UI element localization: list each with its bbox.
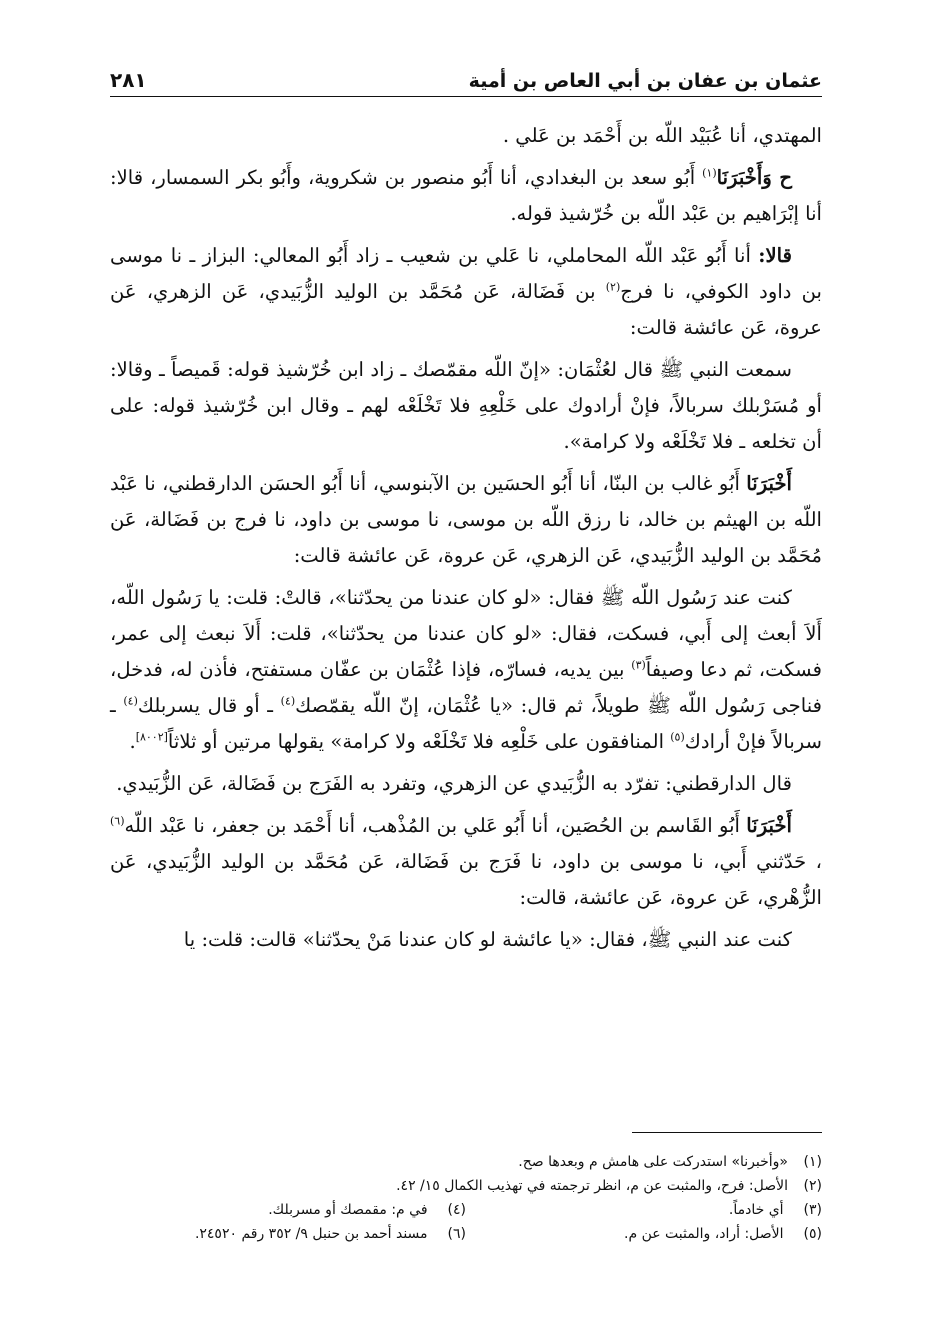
footnote-cell (466, 1222, 822, 1246)
footnote-text: في م: مقمصك أو مسربلك. (268, 1202, 428, 1218)
footnote-ref: (١) (702, 166, 717, 180)
hadith-text: كنت عند رَسُول اللّه ﷺ فقال: «لو كان عندنا من يحدّثنا»، قالتْ: قلت: يا رَسُول اللّه، أَلاَ أبعث إلى أَبي، فسكت، فقال: «لو كان عندنا من يحدّثنا»، قلت: أَلاَ نبعث إلى عمر، فسكت، ثم دعا وصيفاً (110, 586, 822, 681)
paragraph-text: أَبُو القَاسم بن الحُصَين، أنا أَبُو عَلي بن المُذْهب، أنا أَحْمَد بن جعفر، نا عَبْد اللّه (124, 814, 747, 837)
hadith-text: سمعت النبي ﷺ قال لعُثْمَان: «إنّ اللّه مقمّصك ـ زاد ابن خُرّشيذ قوله: قَميصاً ـ وقالا: أو مُسَرْبلك سربالاً، فإنْ أرادوك على خَلْعِهِ فلا تَخْلَعْه لهم ـ وقال ابن خُرّشيذ قوله: على أن تخلعه ـ فلا تَخْلَعْه ولا كرامة». (110, 358, 822, 453)
hadith-number: [٨٠٠٢] (135, 730, 168, 744)
paragraph (110, 352, 822, 460)
footnote-text: «وأخبرنا» استدركت على هامش م وبعدها صح. (518, 1154, 788, 1170)
footnote-cell (110, 1222, 466, 1246)
footnote-ref: (٣) (631, 658, 646, 672)
footnote-cell (466, 1198, 822, 1222)
footnote-text: الأصل: أراد، والمثبت عن م. (624, 1226, 784, 1242)
isnad-lead: أَخْبَرَنَا (746, 472, 792, 495)
footnote-ref: (٢) (605, 280, 621, 294)
footnote-number: (٤) (447, 1202, 466, 1218)
paragraph-text: المهتدي، أنا عُبَيْد اللّه بن أَحْمَد بن عَلي . (502, 124, 822, 147)
footnote-cell (110, 1198, 466, 1222)
footnote-number: (٥) (803, 1226, 822, 1242)
isnad-lead: ح وَأَخْبَرَنَا (716, 166, 792, 189)
paragraph (110, 766, 822, 802)
main-text (110, 118, 822, 964)
paragraph (110, 466, 822, 574)
hadith-text: كنت عند النبي ﷺ، فقال: «يا عائشة لو كان عندنا مَنْ يحدّثنا» قالت: قلت: يا (183, 928, 792, 951)
paragraph (110, 922, 822, 958)
footnote-number: (٢) (803, 1178, 822, 1194)
footnote-number: (٦) (447, 1226, 466, 1242)
footnote-number: (١) (803, 1154, 822, 1170)
hadith-text: ـ أو قال يسربلك (137, 694, 281, 717)
footnote-divider (632, 1132, 822, 1133)
paragraph (110, 808, 822, 916)
footnote-ref: (٤) (123, 694, 138, 708)
page-number: ٢٨١ (110, 68, 147, 92)
paragraph (110, 160, 822, 232)
chapter-title: عثمان بن عفان بن أبي العاص بن أمية (468, 70, 822, 92)
paragraph (110, 238, 822, 346)
footnote-ref: (٤) (280, 694, 296, 708)
paragraph (110, 118, 822, 154)
footnote-text: الأصل: فرح، والمثبت عن م، انظر ترجمته في تهذيب الكمال ١٥/ ٤٢. (396, 1178, 788, 1194)
footnote-number: (٣) (803, 1202, 822, 1218)
footnote-ref: (٦) (110, 814, 125, 828)
isnad-lead: قالا: (758, 244, 792, 267)
footnotes (110, 1150, 822, 1246)
paragraph-text: أَبُو سعد بن البغدادي، أنا أَبُو منصور بن شكروية، وأَبُو بكر السمسار، قالا: أنا إبْرَاهيم بن عَبْد اللّه بن خُرّشيذ قوله. (110, 166, 822, 225)
paragraph-text: أنا أَبُو عَبْد اللّه المحاملي، نا عَلي بن شعيب ـ زاد أَبُو المعالي: البزاز ـ نا موسى بن داود الكوفي، نا فرج (110, 244, 822, 303)
hadith-text: . (129, 730, 136, 753)
hadith-text: ـ سربالاً فإنْ أرادك (110, 694, 822, 753)
footnote-ref: (٥) (670, 730, 685, 744)
paragraph-text: قال الدارقطني: تفرّد به الزُّبَيدي عن الزهري، وتفرد به الفَرَج بن فَضَالة، عَن الزُّبَيدي. (116, 772, 792, 795)
paragraph-text: بن فَضَالة، عَن مُحَمَّد بن الوليد الزُّبَيدي، عَن الزهري، عَن عروة، عَن عائشة قالت: (110, 280, 822, 339)
running-header (110, 58, 822, 97)
hadith-text: المنافقون على خَلْعِه فلا تَخْلَعْه ولا كرامة» يقولها مرتين أو ثلاثاً (167, 730, 671, 753)
footnote-text: مسند أحمد بن حنبل ٩/ ٣٥٢ رقم ٢٤٥٢٠. (194, 1226, 428, 1242)
hadith-text: بين يديه، فسارّه، فإذا عُثْمَان بن عفّان مستفتح، فأذن له، فدخل، فناجى رَسُول اللّه ﷺ طويلاً، ثم قال: «يا عُثْمَان، إنّ اللّه يقمّصك (110, 658, 822, 717)
paragraph (110, 580, 822, 760)
footnote-text: أي خادماً. (728, 1202, 784, 1218)
paragraph-text: أَبُو غالب بن البنّا، أنا أَبُو الحسَين بن الآبنوسي، أنا أَبُو الحسَن الدارقطني، نا عَبْد اللّه بن الهيثم بن خالد، نا رزق اللّه بن موسى، نا موسى بن داود، نا فرج بن فَضَالة، عَن مُحَمَّد بن الوليد الزُّبَيدي، عَن الزهري، عَن عروة، عَن عائشة قالت: (110, 472, 822, 567)
isnad-lead: أَخْبَرَنَا (746, 814, 792, 837)
footnote-row (110, 1174, 822, 1198)
footnote-row (110, 1150, 822, 1174)
paragraph-text: ، حَدّثني أَبي، نا موسى بن داود، نا فَرَج بن فَضَالة، عَن مُحَمَّد بن الوليد الزُّبَيدي، عَن الزُّهْري، عَن عروة، عَن عائشة، قالت: (110, 850, 822, 909)
footnote-row (110, 1198, 822, 1222)
footnote-row (110, 1222, 822, 1246)
